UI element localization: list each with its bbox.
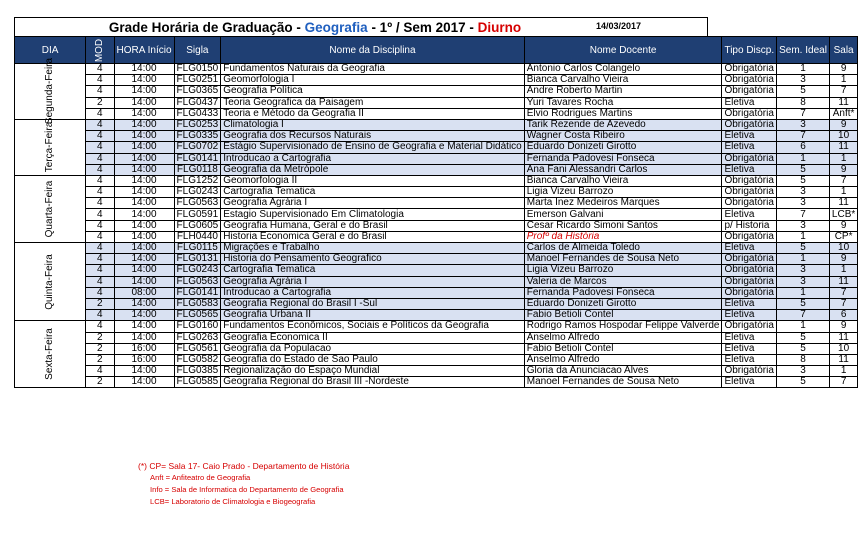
- cell-sigla: FLG0365: [174, 86, 221, 97]
- table-row: [15, 131, 858, 142]
- cell-sala: 1: [829, 366, 857, 377]
- table-row: [15, 354, 858, 365]
- cell-sigla: FLG0118: [174, 164, 221, 175]
- cell-sala: LCB*: [829, 209, 857, 220]
- footnotes: [138, 460, 349, 508]
- page-title: [15, 19, 615, 36]
- cell-hora: 14:00: [114, 265, 174, 276]
- cell-disciplina: Fundamentos Econômicos, Sociais e Políticos da Geografia: [221, 321, 525, 332]
- cell-sem: 6: [777, 142, 830, 153]
- cell-sigla: FLG0702: [174, 142, 221, 153]
- cell-docente: Elvio Rodrigues Martins: [524, 108, 722, 119]
- cell-docente: Wagner Costa Ribeiro: [524, 131, 722, 142]
- cell-tipo: Obrigatória: [722, 276, 777, 287]
- table-row: [15, 287, 858, 298]
- day-name: Segunda-Feira: [44, 58, 56, 125]
- cell-sala: 1: [829, 153, 857, 164]
- day-name: Quarta-Feira: [44, 180, 56, 238]
- cell-sem: 5: [777, 343, 830, 354]
- cell-mod: 4: [86, 243, 114, 254]
- cell-sem: 3: [777, 187, 830, 198]
- cell-disciplina: Geografia Agrária I: [221, 276, 525, 287]
- footnote-line: Anft = Anfiteatro de Geografia: [150, 473, 251, 482]
- col-sigla: Sigla: [174, 37, 221, 64]
- cell-sala: 9: [829, 64, 857, 75]
- cell-hora: 14:00: [114, 164, 174, 175]
- cell-docente: Yuri Tavares Rocha: [524, 97, 722, 108]
- cell-hora: 14:00: [114, 198, 174, 209]
- day-label: [15, 58, 86, 125]
- cell-tipo: Eletiva: [722, 209, 777, 220]
- cell-sala: 10: [829, 131, 857, 142]
- cell-sala: 1: [829, 187, 857, 198]
- cell-sala: 6: [829, 310, 857, 321]
- table-row: [15, 75, 858, 86]
- cell-sigla: FLG0115: [174, 243, 221, 254]
- cell-sala: 11: [829, 198, 857, 209]
- cell-disciplina: Teoria Geografica da Paisagem: [221, 97, 525, 108]
- table-row: [15, 231, 858, 242]
- cell-disciplina: Geografia dos Recursos Naturais: [221, 131, 525, 142]
- cell-docente: Ligia Vizeu Barrozo: [524, 187, 722, 198]
- cell-sem: 5: [777, 243, 830, 254]
- cell-docente: Profº da História: [524, 231, 722, 242]
- table-row: [15, 243, 858, 254]
- cell-sem: 1: [777, 64, 830, 75]
- cell-hora: 14:00: [114, 276, 174, 287]
- cell-disciplina: Geomorfologia I: [221, 75, 525, 86]
- cell-sala: 11: [829, 97, 857, 108]
- cell-hora: 14:00: [114, 175, 174, 186]
- cell-tipo: Eletiva: [722, 354, 777, 365]
- table-row: [15, 175, 858, 186]
- cell-mod: 2: [86, 377, 114, 388]
- cell-tipo: Eletiva: [722, 131, 777, 142]
- cell-tipo: Obrigatória: [722, 175, 777, 186]
- cell-sem: 1: [777, 153, 830, 164]
- cell-hora: 14:00: [114, 298, 174, 309]
- cell-docente: Gloria da Anunciacao Alves: [524, 366, 722, 377]
- cell-mod: 2: [86, 298, 114, 309]
- title-part1: Grade Horária de Graduação -: [108, 20, 305, 35]
- title-part2: - 1º / Sem 2017 -: [367, 20, 478, 35]
- cell-sala: Anft*: [829, 108, 857, 119]
- cell-disciplina: Geografia Regional do Brasil I -Sul: [221, 298, 525, 309]
- cell-docente: Fernanda Padovesi Fonseca: [524, 287, 722, 298]
- day-label: [15, 243, 86, 321]
- cell-hora: 14:00: [114, 142, 174, 153]
- cell-mod: 2: [86, 343, 114, 354]
- cell-disciplina: Geografia da Metrópole: [221, 164, 525, 175]
- col-hora: HORA Início: [114, 37, 174, 64]
- cell-docente: Emerson Galvani: [524, 209, 722, 220]
- table-row: [15, 254, 858, 265]
- cell-sigla: FLG0243: [174, 187, 221, 198]
- cell-hora: 14:00: [114, 187, 174, 198]
- cell-sala: 9: [829, 164, 857, 175]
- cell-tipo: Eletiva: [722, 332, 777, 343]
- cell-sigla: FLG0605: [174, 220, 221, 231]
- title-period: Diurno: [477, 20, 522, 35]
- cell-mod: 4: [86, 310, 114, 321]
- cell-tipo: Eletiva: [722, 142, 777, 153]
- cell-tipo: Obrigatória: [722, 287, 777, 298]
- cell-disciplina: Geografia Urbana II: [221, 310, 525, 321]
- table-row: [15, 298, 858, 309]
- cell-mod: 2: [86, 332, 114, 343]
- table-row: [15, 198, 858, 209]
- cell-mod: 4: [86, 108, 114, 119]
- cell-sem: 3: [777, 276, 830, 287]
- cell-sigla: FLG0582: [174, 354, 221, 365]
- cell-sala: 11: [829, 276, 857, 287]
- cell-sala: 9: [829, 119, 857, 130]
- table-row: [15, 209, 858, 220]
- cell-sem: 5: [777, 377, 830, 388]
- cell-sala: 7: [829, 377, 857, 388]
- table-row: [15, 97, 858, 108]
- cell-hora: 14:00: [114, 108, 174, 119]
- cell-sem: 8: [777, 97, 830, 108]
- cell-tipo: Eletiva: [722, 164, 777, 175]
- cell-sem: 5: [777, 164, 830, 175]
- cell-mod: 4: [86, 187, 114, 198]
- cell-docente: Anselmo Alfredo: [524, 332, 722, 343]
- cell-disciplina: Introducao a Cartografia: [221, 153, 525, 164]
- cell-hora: 14:00: [114, 86, 174, 97]
- cell-mod: 2: [86, 97, 114, 108]
- cell-tipo: Obrigatória: [722, 198, 777, 209]
- cell-sem: 3: [777, 75, 830, 86]
- day-name: Sexta-Feira: [44, 328, 56, 381]
- cell-sigla: FLG0243: [174, 265, 221, 276]
- cell-docente: Anselmo Alfredo: [524, 354, 722, 365]
- cell-mod: 4: [86, 86, 114, 97]
- cell-mod: 4: [86, 276, 114, 287]
- cell-disciplina: Climatologia I: [221, 119, 525, 130]
- table-row: [15, 276, 858, 287]
- cell-hora: 08:00: [114, 287, 174, 298]
- cell-sala: 9: [829, 254, 857, 265]
- cell-sigla: FLG0150: [174, 64, 221, 75]
- cell-mod: 4: [86, 265, 114, 276]
- cell-sigla: FLG0585: [174, 377, 221, 388]
- cell-sala: 1: [829, 265, 857, 276]
- cell-disciplina: Teoria e Método da Geografia II: [221, 108, 525, 119]
- cell-sigla: FLG0141: [174, 287, 221, 298]
- cell-disciplina: Historia do Pensamento Geografico: [221, 254, 525, 265]
- cell-docente: Cesar Ricardo Simoni Santos: [524, 220, 722, 231]
- cell-sem: 3: [777, 220, 830, 231]
- col-dia: DIA: [15, 37, 86, 64]
- title-date: 14/03/2017: [595, 21, 641, 31]
- cell-tipo: Obrigatória: [722, 254, 777, 265]
- cell-hora: 16:00: [114, 343, 174, 354]
- schedule-table: [14, 36, 858, 388]
- cell-sem: 1: [777, 254, 830, 265]
- cell-tipo: p/ Historia: [722, 220, 777, 231]
- cell-mod: 4: [86, 75, 114, 86]
- cell-sigla: FLH0440: [174, 231, 221, 242]
- cell-sigla: FLG0433: [174, 108, 221, 119]
- cell-sigla: FLG0263: [174, 332, 221, 343]
- table-row: [15, 164, 858, 175]
- day-name: Terça-Feira: [44, 122, 56, 173]
- cell-docente: Ligia Vizeu Barrozo: [524, 265, 722, 276]
- cell-disciplina: Estágio Supervisionado de Ensino de Geografia e Material Didático: [221, 142, 525, 153]
- cell-sem: 7: [777, 108, 830, 119]
- cell-tipo: Eletiva: [722, 97, 777, 108]
- col-sem: Sem. Ideal: [777, 37, 830, 64]
- cell-sala: 11: [829, 332, 857, 343]
- cell-sala: CP*: [829, 231, 857, 242]
- cell-hora: 14:00: [114, 321, 174, 332]
- cell-sigla: FLG0385: [174, 366, 221, 377]
- cell-sem: 5: [777, 86, 830, 97]
- cell-hora: 14:00: [114, 119, 174, 130]
- cell-hora: 14:00: [114, 231, 174, 242]
- col-tipo: Tipo Discp.: [722, 37, 777, 64]
- cell-sem: 3: [777, 265, 830, 276]
- cell-disciplina: Cartografia Tematica: [221, 187, 525, 198]
- cell-docente: Fabio Betioli Contel: [524, 343, 722, 354]
- cell-mod: 4: [86, 198, 114, 209]
- cell-sigla: FLG1252: [174, 175, 221, 186]
- cell-mod: 4: [86, 175, 114, 186]
- cell-sala: 9: [829, 220, 857, 231]
- cell-docente: Antonio Carlos Colangelo: [524, 64, 722, 75]
- cell-hora: 14:00: [114, 310, 174, 321]
- col-docente: Nome Docente: [524, 37, 722, 64]
- table-row: [15, 321, 858, 332]
- cell-docente: Andre Roberto Martin: [524, 86, 722, 97]
- cell-docente: Valeria de Marcos: [524, 276, 722, 287]
- cell-tipo: Eletiva: [722, 343, 777, 354]
- footnote-line: LCB= Laboratorio de Climatologia e Biogeografia: [150, 497, 316, 506]
- cell-sigla: FLG0561: [174, 343, 221, 354]
- cell-docente: Manoel Fernandes de Sousa Neto: [524, 254, 722, 265]
- cell-hora: 14:00: [114, 243, 174, 254]
- cell-docente: Fabio Betioli Contel: [524, 310, 722, 321]
- cell-hora: 14:00: [114, 64, 174, 75]
- cell-tipo: Obrigatória: [722, 108, 777, 119]
- cell-sem: 7: [777, 131, 830, 142]
- col-sala: Sala: [829, 37, 857, 64]
- cell-disciplina: Fundamentos Naturais da Geografia: [221, 64, 525, 75]
- cell-sala: 7: [829, 287, 857, 298]
- cell-sigla: FLG0335: [174, 131, 221, 142]
- cell-docente: Carlos de Almeida Toledo: [524, 243, 722, 254]
- cell-hora: 14:00: [114, 377, 174, 388]
- table-row: [15, 119, 858, 130]
- cell-sigla: FLG0160: [174, 321, 221, 332]
- cell-tipo: Obrigatória: [722, 75, 777, 86]
- cell-mod: 4: [86, 254, 114, 265]
- cell-mod: 4: [86, 142, 114, 153]
- table-row: [15, 332, 858, 343]
- cell-disciplina: Geografia do Estado de Sao Paulo: [221, 354, 525, 365]
- table-row: [15, 187, 858, 198]
- cell-sem: 8: [777, 354, 830, 365]
- cell-sigla: FLG0251: [174, 75, 221, 86]
- cell-sala: 7: [829, 175, 857, 186]
- cell-sala: 10: [829, 343, 857, 354]
- cell-sem: 3: [777, 198, 830, 209]
- cell-sem: 5: [777, 332, 830, 343]
- cell-sem: 7: [777, 209, 830, 220]
- cell-sem: 7: [777, 310, 830, 321]
- cell-sigla: FLG0141: [174, 153, 221, 164]
- cell-disciplina: Geografia Regional do Brasil III -Nordeste: [221, 377, 525, 388]
- cell-sigla: FLG0565: [174, 310, 221, 321]
- cell-disciplina: Geografia Humana, Geral e do Brasil: [221, 220, 525, 231]
- cell-hora: 14:00: [114, 209, 174, 220]
- cell-disciplina: Geomorfologia II: [221, 175, 525, 186]
- cell-sala: 1: [829, 75, 857, 86]
- cell-mod: 4: [86, 220, 114, 231]
- cell-docente: Marta Inez Medeiros Marques: [524, 198, 722, 209]
- cell-mod: 4: [86, 287, 114, 298]
- table-row: [15, 265, 858, 276]
- cell-sala: 11: [829, 142, 857, 153]
- cell-disciplina: Geografia Agrária I: [221, 198, 525, 209]
- cell-hora: 14:00: [114, 97, 174, 108]
- cell-docente: Eduardo Donizeti Girotto: [524, 142, 722, 153]
- day-label: [15, 321, 86, 388]
- col-mod: [86, 37, 114, 64]
- cell-hora: 14:00: [114, 254, 174, 265]
- cell-docente: Tarik Rezende de Azevedo: [524, 119, 722, 130]
- cell-sem: 1: [777, 231, 830, 242]
- cell-tipo: Obrigatória: [722, 86, 777, 97]
- cell-mod: 4: [86, 64, 114, 75]
- cell-mod: 4: [86, 366, 114, 377]
- cell-disciplina: Historia Economica Geral e do Brasil: [221, 231, 525, 242]
- cell-tipo: Eletiva: [722, 298, 777, 309]
- header-row: [15, 37, 858, 64]
- cell-sem: 3: [777, 366, 830, 377]
- cell-tipo: Obrigatória: [722, 187, 777, 198]
- cell-mod: 4: [86, 209, 114, 220]
- day-name: Quinta-Feira: [44, 253, 56, 310]
- col-mod-label: MOD: [94, 38, 106, 62]
- table-row: [15, 310, 858, 321]
- cell-disciplina: Regionalização do Espaço Mundial: [221, 366, 525, 377]
- col-disciplina: Nome da Disciplina: [221, 37, 525, 64]
- cell-mod: 4: [86, 131, 114, 142]
- cell-mod: 4: [86, 164, 114, 175]
- cell-hora: 14:00: [114, 153, 174, 164]
- cell-sigla: FLG0583: [174, 298, 221, 309]
- cell-tipo: Obrigatória: [722, 321, 777, 332]
- table-row: [15, 343, 858, 354]
- table-row: [15, 64, 858, 75]
- cell-sigla: FLG0131: [174, 254, 221, 265]
- title-course: Geografia: [304, 20, 368, 35]
- cell-sem: 5: [777, 298, 830, 309]
- table-row: [15, 108, 858, 119]
- cell-tipo: Obrigatória: [722, 153, 777, 164]
- cell-hora: 16:00: [114, 354, 174, 365]
- footnote-line: (*) CP= Sala 17- Caio Prado - Departamento de História: [138, 461, 350, 471]
- cell-tipo: Obrigatória: [722, 231, 777, 242]
- cell-sem: 5: [777, 175, 830, 186]
- cell-mod: 4: [86, 231, 114, 242]
- cell-sala: 9: [829, 321, 857, 332]
- table-row: [15, 153, 858, 164]
- cell-mod: 4: [86, 119, 114, 130]
- cell-sala: 10: [829, 243, 857, 254]
- day-label: [15, 175, 86, 242]
- cell-tipo: Eletiva: [722, 377, 777, 388]
- cell-sala: 11: [829, 354, 857, 365]
- cell-sem: 3: [777, 119, 830, 130]
- cell-disciplina: Introducao a Cartografia: [221, 287, 525, 298]
- cell-sigla: FLG0563: [174, 198, 221, 209]
- cell-docente: Rodrigo Ramos Hospodar Felippe Valverde: [524, 321, 722, 332]
- cell-docente: Fernanda Padovesi Fonseca: [524, 153, 722, 164]
- cell-tipo: Obrigatória: [722, 64, 777, 75]
- table-row: [15, 366, 858, 377]
- cell-tipo: Obrigatória: [722, 119, 777, 130]
- cell-docente: Ana Fani Alessandri Carlos: [524, 164, 722, 175]
- table-row: [15, 377, 858, 388]
- cell-sigla: FLG0253: [174, 119, 221, 130]
- cell-hora: 14:00: [114, 131, 174, 142]
- cell-tipo: Eletiva: [722, 243, 777, 254]
- cell-disciplina: Migrações e Trabalho: [221, 243, 525, 254]
- cell-disciplina: Geografia da Populacao: [221, 343, 525, 354]
- table-row: [15, 142, 858, 153]
- table-row: [15, 220, 858, 231]
- cell-docente: Manoel Fernandes de Sousa Neto: [524, 377, 722, 388]
- cell-sala: 7: [829, 86, 857, 97]
- cell-sigla: FLG0591: [174, 209, 221, 220]
- cell-hora: 14:00: [114, 220, 174, 231]
- cell-sem: 1: [777, 287, 830, 298]
- footnote-line: Info = Sala de Informatica do Departamento de Geografia: [150, 485, 344, 494]
- cell-tipo: Obrigatória: [722, 265, 777, 276]
- cell-sigla: FLG0563: [174, 276, 221, 287]
- cell-sem: 1: [777, 321, 830, 332]
- cell-hora: 14:00: [114, 332, 174, 343]
- title-row: [14, 17, 708, 37]
- cell-sala: 7: [829, 298, 857, 309]
- cell-disciplina: Cartografia Tematica: [221, 265, 525, 276]
- cell-disciplina: Geografia Política: [221, 86, 525, 97]
- cell-disciplina: Geografia Economica II: [221, 332, 525, 343]
- cell-tipo: Obrigatória: [722, 366, 777, 377]
- day-label: [15, 119, 86, 175]
- cell-mod: 2: [86, 354, 114, 365]
- cell-docente: Bianca Carvalho Vieira: [524, 175, 722, 186]
- cell-mod: 4: [86, 153, 114, 164]
- cell-hora: 14:00: [114, 75, 174, 86]
- table-row: [15, 86, 858, 97]
- cell-sigla: FLG0437: [174, 97, 221, 108]
- cell-docente: Bianca Carvalho Vieira: [524, 75, 722, 86]
- cell-mod: 4: [86, 321, 114, 332]
- cell-docente: Eduardo Donizeti Girotto: [524, 298, 722, 309]
- cell-hora: 14:00: [114, 366, 174, 377]
- cell-disciplina: Estagio Supervisionado Em Climatologia: [221, 209, 525, 220]
- cell-tipo: Eletiva: [722, 310, 777, 321]
